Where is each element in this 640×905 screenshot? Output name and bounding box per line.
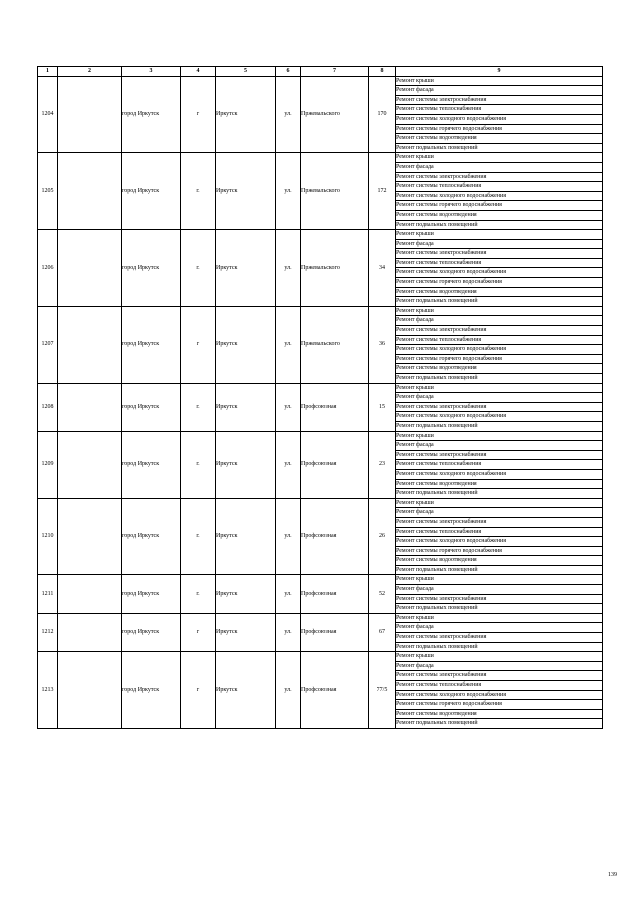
street-type: ул. (276, 652, 301, 729)
record-row (38, 153, 603, 163)
street-type: ул. (276, 383, 301, 431)
work-item: Ремонт системы водоотведения (396, 709, 603, 719)
col2-cell (58, 652, 122, 729)
work-item: Ремонт системы электроснабжения (396, 172, 603, 182)
header-cell: 4 (181, 67, 216, 77)
record-row (38, 230, 603, 240)
work-item: Ремонт фасада (396, 86, 603, 96)
work-item: Ремонт крыши (396, 383, 603, 393)
work-item: Ремонт системы электроснабжения (396, 450, 603, 460)
col2-cell (58, 153, 122, 230)
municipality: город Иркутск (122, 306, 181, 383)
settlement-type: г (181, 613, 216, 651)
work-item: Ремонт системы электроснабжения (396, 517, 603, 527)
record-row (38, 76, 603, 86)
street-type: ул. (276, 306, 301, 383)
record-number: 1205 (38, 153, 58, 230)
work-item: Ремонт системы холодного водоснабжения (396, 345, 603, 355)
header-cell: 9 (396, 67, 603, 77)
work-item: Ремонт подвальных помещений (396, 297, 603, 307)
work-item: Ремонт системы холодного водоснабжения (396, 191, 603, 201)
settlement-name: Иркутск (216, 575, 276, 613)
street-name: Профсоюзная (301, 652, 369, 729)
house-number: 34 (369, 230, 396, 307)
street-name: Пржевальского (301, 306, 369, 383)
house-number: 36 (369, 306, 396, 383)
street-type: ул. (276, 498, 301, 575)
work-item: Ремонт системы электроснабжения (396, 326, 603, 336)
col2-cell (58, 76, 122, 153)
work-item: Ремонт фасада (396, 393, 603, 403)
municipality: город Иркутск (122, 76, 181, 153)
work-item: Ремонт системы холодного водоснабжения (396, 690, 603, 700)
street-name: Пржевальского (301, 76, 369, 153)
house-number: 23 (369, 431, 396, 498)
house-number: 15 (369, 383, 396, 431)
work-item: Ремонт подвальных помещений (396, 489, 603, 499)
work-item: Ремонт системы водоотведения (396, 287, 603, 297)
settlement-type: г. (181, 383, 216, 431)
house-number: 26 (369, 498, 396, 575)
work-item: Ремонт подвальных помещений (396, 421, 603, 431)
work-item: Ремонт системы электроснабжения (396, 633, 603, 643)
work-item: Ремонт системы горячего водоснабжения (396, 700, 603, 710)
street-type: ул. (276, 613, 301, 651)
work-item: Ремонт фасада (396, 623, 603, 633)
work-item: Ремонт крыши (396, 498, 603, 508)
municipality: город Иркутск (122, 153, 181, 230)
record-number: 1212 (38, 613, 58, 651)
work-item: Ремонт системы водоотведения (396, 479, 603, 489)
street-name: Профсоюзная (301, 575, 369, 613)
settlement-type: г. (181, 431, 216, 498)
col2-cell (58, 498, 122, 575)
record-row (38, 383, 603, 393)
work-item: Ремонт крыши (396, 153, 603, 163)
work-item: Ремонт системы электроснабжения (396, 671, 603, 681)
settlement-type: г. (181, 575, 216, 613)
work-item: Ремонт системы горячего водоснабжения (396, 201, 603, 211)
settlement-type: г (181, 652, 216, 729)
work-item: Ремонт крыши (396, 652, 603, 662)
work-item: Ремонт фасада (396, 441, 603, 451)
street-name: Пржевальского (301, 153, 369, 230)
street-name: Профсоюзная (301, 498, 369, 575)
work-item: Ремонт системы горячего водоснабжения (396, 278, 603, 288)
street-name: Профсоюзная (301, 383, 369, 431)
street-name: Профсоюзная (301, 613, 369, 651)
settlement-name: Иркутск (216, 383, 276, 431)
work-item: Ремонт системы теплоснабжения (396, 335, 603, 345)
settlement-name: Иркутск (216, 306, 276, 383)
record-number: 1211 (38, 575, 58, 613)
work-item: Ремонт системы электроснабжения (396, 249, 603, 259)
work-item: Ремонт системы водоотведения (396, 364, 603, 374)
street-type: ул. (276, 431, 301, 498)
work-item: Ремонт подвальных помещений (396, 604, 603, 614)
work-item: Ремонт фасада (396, 661, 603, 671)
work-item: Ремонт крыши (396, 613, 603, 623)
settlement-type: г. (181, 153, 216, 230)
settlement-name: Иркутск (216, 431, 276, 498)
house-number: 77/5 (369, 652, 396, 729)
work-item: Ремонт подвальных помещений (396, 374, 603, 384)
table-body (38, 76, 603, 728)
header-cell: 7 (301, 67, 369, 77)
work-item: Ремонт подвальных помещений (396, 719, 603, 729)
work-item: Ремонт системы горячего водоснабжения (396, 124, 603, 134)
work-item: Ремонт системы теплоснабжения (396, 182, 603, 192)
work-item: Ремонт системы электроснабжения (396, 402, 603, 412)
settlement-name: Иркутск (216, 153, 276, 230)
settlement-name: Иркутск (216, 613, 276, 651)
street-name: Пржевальского (301, 230, 369, 307)
work-item: Ремонт системы холодного водоснабжения (396, 537, 603, 547)
street-type: ул. (276, 76, 301, 153)
header-cell: 3 (122, 67, 181, 77)
work-item: Ремонт системы электроснабжения (396, 594, 603, 604)
work-item: Ремонт системы холодного водоснабжения (396, 469, 603, 479)
header-cell: 8 (369, 67, 396, 77)
page-number: 139 (608, 872, 617, 878)
header-cell: 5 (216, 67, 276, 77)
municipality: город Иркутск (122, 498, 181, 575)
record-number: 1209 (38, 431, 58, 498)
work-item: Ремонт системы водоотведения (396, 134, 603, 144)
municipality: город Иркутск (122, 383, 181, 431)
col2-cell (58, 306, 122, 383)
col2-cell (58, 431, 122, 498)
repair-program-table (37, 66, 603, 729)
work-item: Ремонт системы холодного водоснабжения (396, 412, 603, 422)
work-item: Ремонт фасада (396, 585, 603, 595)
settlement-name: Иркутск (216, 652, 276, 729)
street-type: ул. (276, 230, 301, 307)
header-row (38, 67, 603, 77)
col2-cell (58, 575, 122, 613)
municipality: город Иркутск (122, 575, 181, 613)
work-item: Ремонт системы холодного водоснабжения (396, 268, 603, 278)
municipality: город Иркутск (122, 652, 181, 729)
settlement-type: г. (181, 498, 216, 575)
record-number: 1206 (38, 230, 58, 307)
work-item: Ремонт системы горячего водоснабжения (396, 354, 603, 364)
work-item: Ремонт крыши (396, 306, 603, 316)
col2-cell (58, 230, 122, 307)
work-item: Ремонт крыши (396, 431, 603, 441)
work-item: Ремонт подвальных помещений (396, 565, 603, 575)
street-type: ул. (276, 575, 301, 613)
work-item: Ремонт системы теплоснабжения (396, 681, 603, 691)
settlement-type: г. (181, 230, 216, 307)
work-item: Ремонт подвальных помещений (396, 220, 603, 230)
house-number: 170 (369, 76, 396, 153)
work-item: Ремонт крыши (396, 76, 603, 86)
col2-cell (58, 613, 122, 651)
work-item: Ремонт системы теплоснабжения (396, 527, 603, 537)
work-item: Ремонт крыши (396, 230, 603, 240)
street-name: Профсоюзная (301, 431, 369, 498)
house-number: 67 (369, 613, 396, 651)
settlement-name: Иркутск (216, 76, 276, 153)
record-row (38, 498, 603, 508)
record-number: 1208 (38, 383, 58, 431)
header-cell: 2 (58, 67, 122, 77)
record-row (38, 652, 603, 662)
record-row (38, 575, 603, 585)
work-item: Ремонт системы теплоснабжения (396, 258, 603, 268)
house-number: 52 (369, 575, 396, 613)
col2-cell (58, 383, 122, 431)
record-row (38, 306, 603, 316)
settlement-type: г (181, 76, 216, 153)
record-row (38, 431, 603, 441)
record-row (38, 613, 603, 623)
house-number: 172 (369, 153, 396, 230)
work-item: Ремонт системы водоотведения (396, 210, 603, 220)
work-item: Ремонт подвальных помещений (396, 143, 603, 153)
work-item: Ремонт системы водоотведения (396, 556, 603, 566)
header-cell: 1 (38, 67, 58, 77)
settlement-type: г (181, 306, 216, 383)
record-number: 1213 (38, 652, 58, 729)
work-item: Ремонт крыши (396, 575, 603, 585)
work-item: Ремонт подвальных помещений (396, 642, 603, 652)
work-item: Ремонт системы электроснабжения (396, 95, 603, 105)
settlement-name: Иркутск (216, 230, 276, 307)
settlement-name: Иркутск (216, 498, 276, 575)
header-cell: 6 (276, 67, 301, 77)
record-number: 1207 (38, 306, 58, 383)
work-item: Ремонт системы теплоснабжения (396, 460, 603, 470)
work-item: Ремонт системы горячего водоснабжения (396, 546, 603, 556)
work-item: Ремонт фасада (396, 316, 603, 326)
work-item: Ремонт системы теплоснабжения (396, 105, 603, 115)
work-item: Ремонт фасада (396, 162, 603, 172)
work-item: Ремонт системы холодного водоснабжения (396, 114, 603, 124)
municipality: город Иркутск (122, 230, 181, 307)
record-number: 1204 (38, 76, 58, 153)
municipality: город Иркутск (122, 431, 181, 498)
street-type: ул. (276, 153, 301, 230)
record-number: 1210 (38, 498, 58, 575)
work-item: Ремонт фасада (396, 239, 603, 249)
work-item: Ремонт фасада (396, 508, 603, 518)
municipality: город Иркутск (122, 613, 181, 651)
